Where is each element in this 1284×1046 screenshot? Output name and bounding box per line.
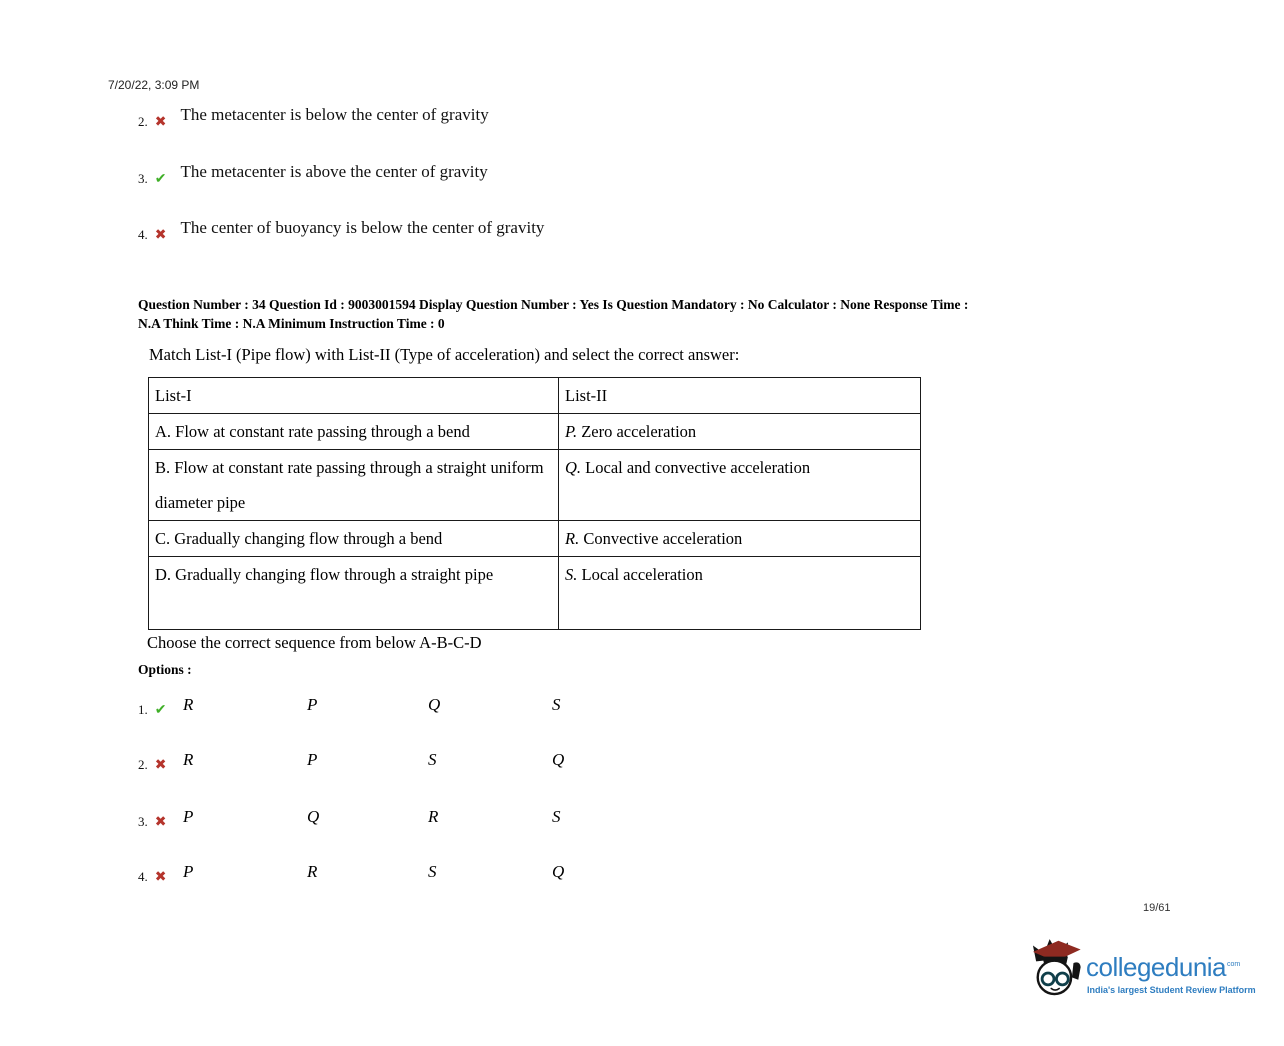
option-prefix [138, 226, 166, 244]
cross-icon: ✖ [154, 870, 167, 885]
cross-icon: ✖ [154, 758, 167, 773]
list2-key: R. [565, 529, 580, 548]
option-prefix [138, 813, 166, 831]
cross-icon: ✖ [154, 115, 167, 130]
table-row [149, 557, 921, 630]
option-prefix [138, 170, 166, 188]
question-prompt: Match List-I (Pipe flow) with List-II (Type of acceleration) and select the correct answer: [149, 345, 740, 364]
question-metadata-line1: Question Number : 34 Question Id : 9003001594 Display Question Number : Yes Is Question Mandatory : No Calculator : None Response Time : [138, 297, 969, 312]
collegedunia-logo [1028, 934, 1258, 1014]
mascot-icon [1028, 936, 1084, 1003]
sequence-letter: P [307, 695, 318, 714]
sequence-letter: R [183, 750, 194, 769]
list1-item-a: A. Flow at constant rate passing through a bend [149, 414, 559, 450]
list2-text: Zero acceleration [581, 422, 697, 441]
table-row [149, 450, 921, 521]
sequence-letter: S [428, 862, 437, 881]
sequence-letter: S [552, 695, 561, 714]
list2-text: Local and convective acceleration [585, 458, 811, 477]
list1-header: List-I [149, 378, 559, 414]
sequence-letter: R [307, 862, 318, 881]
list1-item-b: B. Flow at constant rate passing through a straight uniform diameter pipe [149, 450, 559, 521]
sequence-letter: S [552, 807, 561, 826]
sequence-letter: P [183, 862, 194, 881]
list2-key: Q. [565, 458, 582, 477]
option-number: 4. [138, 869, 148, 884]
sequence-letter: P [307, 750, 318, 769]
option-prefix [138, 701, 166, 719]
brand-wordmark: collegeduniacom [1086, 952, 1241, 982]
list2-item-p [559, 414, 921, 450]
option-3 [0, 807, 700, 837]
sequence-letter: R [428, 807, 439, 826]
list2-item-r [559, 521, 921, 557]
option-2 [0, 750, 700, 780]
prev-option-2 [138, 105, 489, 130]
option-number: 2. [138, 114, 148, 129]
option-prefix [138, 756, 166, 774]
option-number: 1. [138, 702, 148, 717]
sequence-letter: P [183, 807, 194, 826]
option-prefix [138, 113, 166, 131]
list2-header: List-II [559, 378, 921, 414]
list1-item-c: C. Gradually changing flow through a bend [149, 521, 559, 557]
print-timestamp: 7/20/22, 3:09 PM [108, 78, 200, 92]
option-1 [0, 695, 700, 725]
option-number: 3. [138, 814, 148, 829]
list2-key: S. [565, 565, 578, 584]
option-number: 4. [138, 227, 148, 242]
option-4 [0, 862, 700, 892]
sequence-note: Choose the correct sequence from below A-B-C-D [147, 633, 482, 652]
option-prefix [138, 868, 166, 886]
page-number: 19/61 [1143, 902, 1171, 914]
table-header-row [149, 378, 921, 414]
question-metadata [138, 296, 1168, 333]
sequence-letter: Q [428, 695, 441, 714]
sequence-letter: R [183, 695, 194, 714]
options-label: Options : [138, 662, 192, 677]
cross-icon: ✖ [154, 815, 167, 830]
list2-text: Convective acceleration [583, 529, 743, 548]
sequence-letter: S [428, 750, 437, 769]
table-row [149, 521, 921, 557]
match-list-table [148, 377, 921, 630]
sequence-letter: Q [307, 807, 320, 826]
check-icon: ✔ [154, 172, 167, 187]
list1-item-d: D. Gradually changing flow through a straight pipe [149, 557, 559, 630]
check-icon: ✔ [154, 703, 167, 718]
table-row [149, 414, 921, 450]
option-text: The metacenter is below the center of gravity [180, 105, 489, 124]
prev-option-4 [138, 218, 545, 243]
list2-item-q [559, 450, 921, 521]
sequence-letter: Q [552, 862, 565, 881]
brand-suffix: com [1227, 961, 1241, 969]
option-number: 2. [138, 757, 148, 772]
brand-tagline: India's largest Student Review Platform [1087, 985, 1256, 995]
question-metadata-line2: N.A Think Time : N.A Minimum Instruction Time : 0 [138, 315, 445, 331]
option-text: The center of buoyancy is below the center of gravity [180, 218, 545, 237]
list2-text: Local acceleration [581, 565, 703, 584]
list2-key: P. [565, 422, 578, 441]
prev-option-3 [138, 162, 488, 187]
option-text: The metacenter is above the center of gravity [180, 162, 488, 181]
sequence-letter: Q [552, 750, 565, 769]
cross-icon: ✖ [154, 228, 167, 243]
list2-item-s [559, 557, 921, 630]
option-number: 3. [138, 171, 148, 186]
